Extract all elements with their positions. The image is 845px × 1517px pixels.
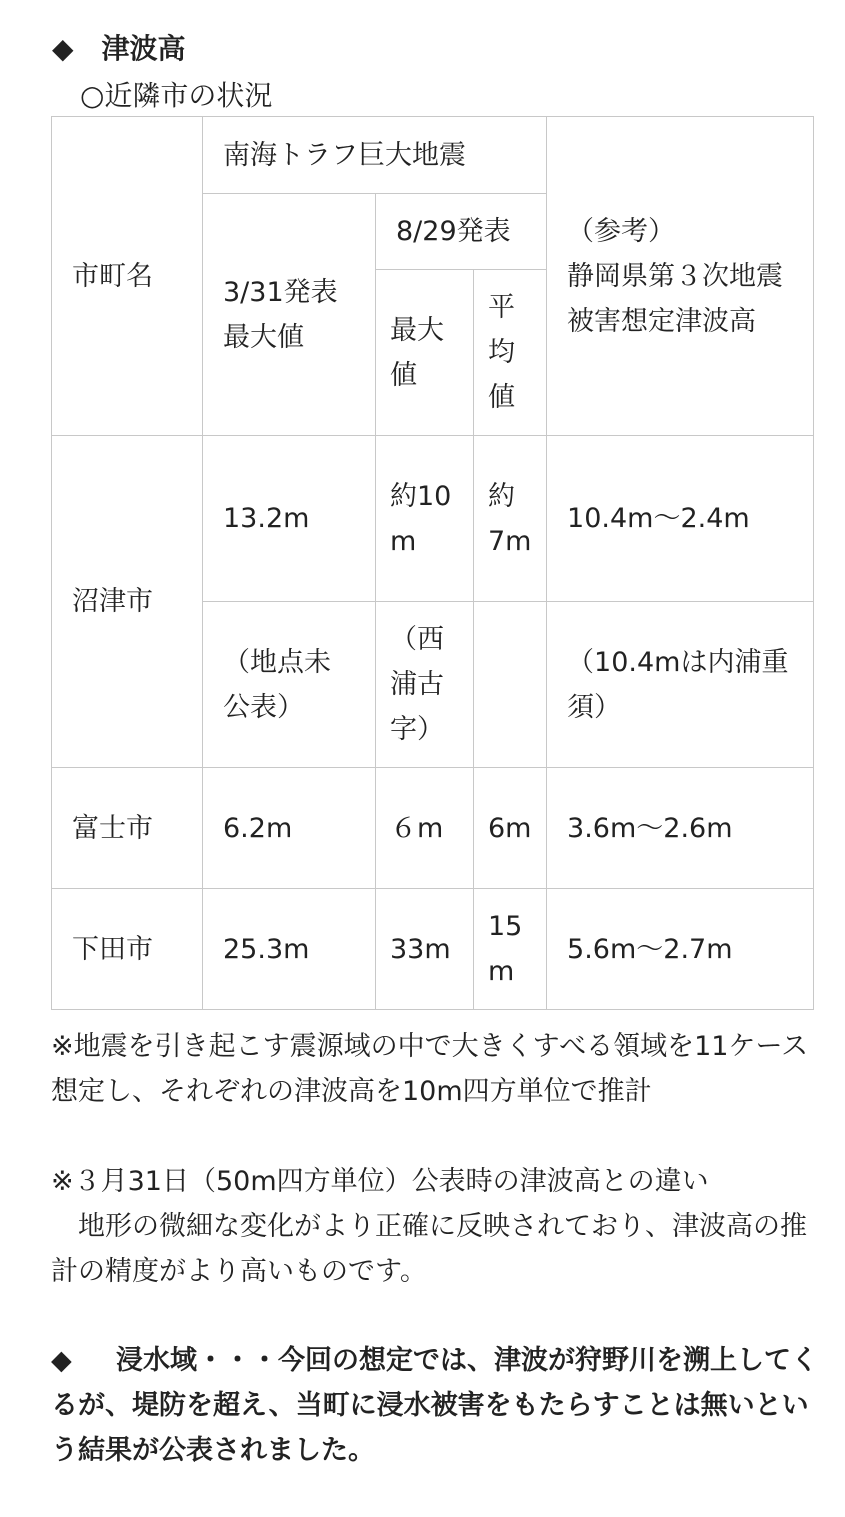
value-0331-cell: 25.3m <box>203 889 376 1010</box>
note-difference-detail: 地形の微細な変化がより正確に反映されており、津波高の推計の精度がより高いものです。 <box>51 1211 807 1287</box>
header-avg: 平均値 <box>474 270 547 436</box>
subsection-title: ○近隣市の状況 <box>80 79 273 112</box>
reference-cell: （10.4mは内浦重須） <box>547 602 814 768</box>
header-max: 最大値 <box>376 270 474 436</box>
avg-cell: 6m <box>474 768 547 889</box>
reference-cell: 5.6m～2.7m <box>547 889 814 1010</box>
max-cell: （西浦古字） <box>376 602 474 768</box>
max-cell: 33m <box>376 889 474 1010</box>
table-row <box>52 436 814 602</box>
table-header-row <box>52 117 814 194</box>
inundation-paragraph <box>51 1338 821 1473</box>
tsunami-height-table <box>51 116 814 1010</box>
reference-cell: 3.6m～2.6m <box>547 768 814 889</box>
note-difference-heading: ※３月31日（50m四方単位）公表時の津波高との違い <box>51 1166 709 1197</box>
table-row <box>52 768 814 889</box>
city-cell: 沼津市 <box>52 436 203 768</box>
value-0331-cell: 6.2m <box>203 768 376 889</box>
reference-cell: 10.4m～2.4m <box>547 436 814 602</box>
avg-cell <box>474 602 547 768</box>
header-nankai: 南海トラフ巨大地震 <box>203 117 547 194</box>
value-0331-cell: （地点未公表） <box>203 602 376 768</box>
header-august29: 8/29発表 <box>376 194 547 270</box>
table-row <box>52 889 814 1010</box>
header-reference: （参考） 静岡県第３次地震 被害想定津波高 <box>547 117 814 436</box>
inundation-text: 浸水域・・・今回の想定では、津波が狩野川を溯上してくるが、堤防を超え、当町に浸水被害をもたらすことは無いという結果が公表されました。 <box>51 1345 818 1466</box>
header-march31: 3/31発表 最大値 <box>203 194 376 436</box>
header-city: 市町名 <box>52 117 203 436</box>
value-0331-cell: 13.2m <box>203 436 376 602</box>
note-estimation-method: ※地震を引き起こす震源域の中で大きくすべる領域を11ケース想定し、それぞれの津波高を10m四方単位で推計 <box>51 1031 809 1107</box>
avg-cell: 15m <box>474 889 547 1010</box>
avg-cell: 約7m <box>474 436 547 602</box>
section-title: ◆ 津波高 <box>52 32 186 65</box>
city-cell: 富士市 <box>52 768 203 889</box>
max-cell: ６m <box>376 768 474 889</box>
diamond-bullet: ◆ <box>51 1345 72 1376</box>
max-cell: 約10m <box>376 436 474 602</box>
city-cell: 下田市 <box>52 889 203 1010</box>
